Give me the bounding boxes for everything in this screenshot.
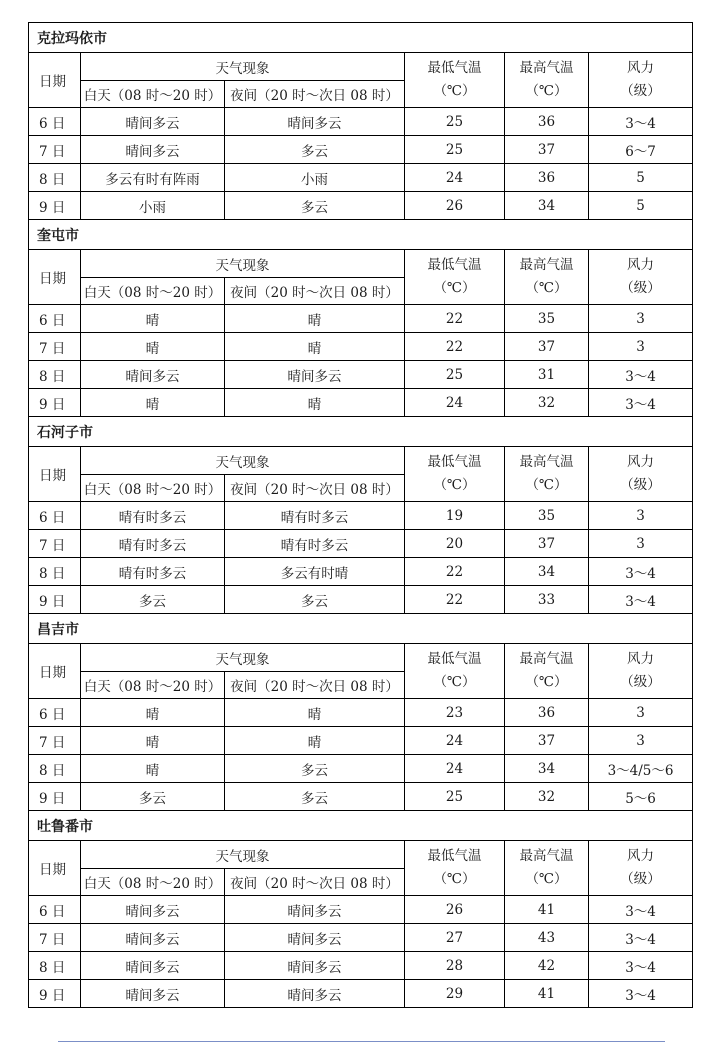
date-cell: 6 日	[29, 699, 81, 727]
min-temp-header-unit: （℃）	[433, 280, 476, 296]
day-weather-cell: 晴有时多云	[81, 530, 225, 558]
date-header: 日期	[29, 447, 81, 502]
date-cell: 6 日	[29, 502, 81, 530]
night-weather-cell: 晴间多云	[225, 896, 405, 924]
day-weather-cell: 晴间多云	[81, 108, 225, 136]
weather-header: 天气现象	[81, 250, 405, 278]
wind-header	[589, 644, 693, 699]
night-header: 夜间（20 时～次日 08 时）	[225, 869, 405, 896]
wind-cell: 3～4	[589, 108, 693, 136]
max-temp-header-unit: （℃）	[525, 674, 568, 690]
min-temp-cell: 23	[405, 699, 505, 727]
min-temp-cell: 25	[405, 361, 505, 389]
day-weather-cell: 晴间多云	[81, 361, 225, 389]
day-weather-cell: 晴有时多云	[81, 558, 225, 586]
date-cell: 7 日	[29, 136, 81, 164]
day-weather-cell: 晴	[81, 755, 225, 783]
wind-cell: 3	[589, 530, 693, 558]
wind-cell: 3～4	[589, 980, 693, 1008]
city-header-row	[29, 220, 693, 250]
wind-header-label: 风力	[627, 848, 655, 864]
city-name: 昌吉市	[29, 614, 693, 644]
min-temp-header-label: 最低气温	[427, 60, 482, 76]
forecast-row	[29, 108, 693, 136]
min-temp-header-label: 最低气温	[427, 257, 482, 273]
wind-header-unit: （级）	[620, 477, 661, 493]
max-temp-cell: 37	[505, 530, 589, 558]
max-temp-cell: 32	[505, 783, 589, 811]
min-temp-cell: 22	[405, 305, 505, 333]
wind-cell: 3	[589, 502, 693, 530]
wind-header-unit: （级）	[620, 871, 661, 887]
forecast-row	[29, 361, 693, 389]
day-weather-cell: 晴间多云	[81, 952, 225, 980]
night-weather-cell: 多云	[225, 755, 405, 783]
date-header: 日期	[29, 841, 81, 896]
day-weather-cell: 晴	[81, 333, 225, 361]
min-temp-cell: 29	[405, 980, 505, 1008]
night-weather-cell: 晴	[225, 389, 405, 417]
date-cell: 7 日	[29, 333, 81, 361]
min-temp-cell: 27	[405, 924, 505, 952]
day-weather-cell: 晴	[81, 699, 225, 727]
wind-header	[589, 250, 693, 305]
date-cell: 7 日	[29, 530, 81, 558]
date-cell: 8 日	[29, 164, 81, 192]
forecast-row	[29, 192, 693, 220]
night-weather-cell: 晴	[225, 333, 405, 361]
day-header: 白天（08 时～20 时）	[81, 475, 225, 502]
min-temp-header-unit: （℃）	[433, 83, 476, 99]
wind-cell: 3	[589, 305, 693, 333]
day-header: 白天（08 时～20 时）	[81, 672, 225, 699]
max-temp-header	[505, 644, 589, 699]
night-weather-cell: 晴有时多云	[225, 530, 405, 558]
max-temp-cell: 41	[505, 896, 589, 924]
max-temp-header-unit: （℃）	[525, 83, 568, 99]
max-temp-cell: 41	[505, 980, 589, 1008]
max-temp-cell: 42	[505, 952, 589, 980]
weather-header: 天气现象	[81, 447, 405, 475]
min-temp-header-unit: （℃）	[433, 477, 476, 493]
max-temp-cell: 36	[505, 108, 589, 136]
wind-cell: 3～4/5～6	[589, 755, 693, 783]
max-temp-header-unit: （℃）	[525, 871, 568, 887]
night-weather-cell: 多云	[225, 586, 405, 614]
max-temp-cell: 32	[505, 389, 589, 417]
night-weather-cell: 晴	[225, 305, 405, 333]
max-temp-cell: 36	[505, 699, 589, 727]
wind-header-unit: （级）	[620, 674, 661, 690]
column-header-row	[29, 250, 693, 278]
night-weather-cell: 晴	[225, 699, 405, 727]
max-temp-cell: 36	[505, 164, 589, 192]
city-name: 石河子市	[29, 417, 693, 447]
date-cell: 8 日	[29, 952, 81, 980]
max-temp-cell: 37	[505, 333, 589, 361]
min-temp-header	[405, 250, 505, 305]
date-cell: 6 日	[29, 108, 81, 136]
min-temp-cell: 19	[405, 502, 505, 530]
min-temp-header	[405, 841, 505, 896]
forecast-row	[29, 699, 693, 727]
column-header-row	[29, 644, 693, 672]
min-temp-cell: 22	[405, 333, 505, 361]
night-weather-cell: 晴间多云	[225, 361, 405, 389]
day-weather-cell: 多云	[81, 783, 225, 811]
max-temp-header	[505, 447, 589, 502]
day-weather-cell: 多云	[81, 586, 225, 614]
max-temp-header-label: 最高气温	[519, 651, 574, 667]
city-name: 吐鲁番市	[29, 811, 693, 841]
night-weather-cell: 晴间多云	[225, 108, 405, 136]
wind-cell: 3～4	[589, 952, 693, 980]
date-cell: 9 日	[29, 586, 81, 614]
forecast-row	[29, 333, 693, 361]
forecast-row	[29, 980, 693, 1008]
wind-header	[589, 53, 693, 108]
night-header: 夜间（20 时～次日 08 时）	[225, 475, 405, 502]
column-header-row	[29, 447, 693, 475]
weather-header: 天气现象	[81, 644, 405, 672]
wind-cell: 3～4	[589, 896, 693, 924]
weather-header: 天气现象	[81, 841, 405, 869]
min-temp-header	[405, 53, 505, 108]
min-temp-cell: 24	[405, 727, 505, 755]
date-cell: 8 日	[29, 558, 81, 586]
max-temp-header-label: 最高气温	[519, 848, 574, 864]
min-temp-cell: 22	[405, 558, 505, 586]
night-weather-cell: 晴有时多云	[225, 502, 405, 530]
date-cell: 6 日	[29, 305, 81, 333]
wind-cell: 3～4	[589, 389, 693, 417]
min-temp-cell: 20	[405, 530, 505, 558]
max-temp-header	[505, 841, 589, 896]
night-header: 夜间（20 时～次日 08 时）	[225, 278, 405, 305]
day-weather-cell: 晴间多云	[81, 980, 225, 1008]
date-cell: 8 日	[29, 361, 81, 389]
wind-header-label: 风力	[627, 60, 655, 76]
date-cell: 9 日	[29, 980, 81, 1008]
forecast-row	[29, 586, 693, 614]
date-cell: 9 日	[29, 783, 81, 811]
day-weather-cell: 晴间多云	[81, 896, 225, 924]
wind-cell: 5	[589, 192, 693, 220]
min-temp-cell: 26	[405, 896, 505, 924]
forecast-row	[29, 924, 693, 952]
wind-cell: 5	[589, 164, 693, 192]
city-header-row	[29, 811, 693, 841]
forecast-document	[28, 22, 692, 1008]
max-temp-cell: 34	[505, 192, 589, 220]
column-header-row	[29, 53, 693, 81]
wind-header-label: 风力	[627, 257, 655, 273]
wind-header-label: 风力	[627, 651, 655, 667]
wind-cell: 3～4	[589, 558, 693, 586]
max-temp-cell: 37	[505, 136, 589, 164]
wind-cell: 6～7	[589, 136, 693, 164]
max-temp-header-unit: （℃）	[525, 280, 568, 296]
wind-cell: 3～4	[589, 924, 693, 952]
day-weather-cell: 晴	[81, 305, 225, 333]
day-weather-cell: 晴有时多云	[81, 502, 225, 530]
max-temp-header	[505, 250, 589, 305]
min-temp-cell: 24	[405, 389, 505, 417]
date-cell: 9 日	[29, 192, 81, 220]
wind-header	[589, 447, 693, 502]
night-weather-cell: 多云	[225, 192, 405, 220]
forecast-row	[29, 896, 693, 924]
wind-cell: 3～4	[589, 361, 693, 389]
max-temp-cell: 34	[505, 558, 589, 586]
wind-cell: 3	[589, 699, 693, 727]
forecast-row	[29, 389, 693, 417]
wind-cell: 3	[589, 727, 693, 755]
forecast-row	[29, 502, 693, 530]
night-weather-cell: 小雨	[225, 164, 405, 192]
day-weather-cell: 晴	[81, 727, 225, 755]
max-temp-header-label: 最高气温	[519, 60, 574, 76]
min-temp-cell: 22	[405, 586, 505, 614]
wind-cell: 3～4	[589, 586, 693, 614]
max-temp-cell: 34	[505, 755, 589, 783]
min-temp-header	[405, 644, 505, 699]
night-weather-cell: 晴间多云	[225, 980, 405, 1008]
date-cell: 7 日	[29, 924, 81, 952]
wind-cell: 3	[589, 333, 693, 361]
night-header: 夜间（20 时～次日 08 时）	[225, 672, 405, 699]
min-temp-cell: 25	[405, 783, 505, 811]
date-cell: 9 日	[29, 389, 81, 417]
night-weather-cell: 多云	[225, 136, 405, 164]
night-header: 夜间（20 时～次日 08 时）	[225, 81, 405, 108]
max-temp-header-label: 最高气温	[519, 454, 574, 470]
footer-rule	[58, 1041, 665, 1042]
day-weather-cell: 晴间多云	[81, 136, 225, 164]
min-temp-header-label: 最低气温	[427, 651, 482, 667]
max-temp-cell: 37	[505, 727, 589, 755]
forecast-row	[29, 530, 693, 558]
forecast-row	[29, 727, 693, 755]
min-temp-header-unit: （℃）	[433, 674, 476, 690]
city-header-row	[29, 23, 693, 53]
day-header: 白天（08 时～20 时）	[81, 278, 225, 305]
min-temp-header-label: 最低气温	[427, 454, 482, 470]
city-header-row	[29, 614, 693, 644]
min-temp-cell: 24	[405, 164, 505, 192]
forecast-row	[29, 558, 693, 586]
max-temp-header-label: 最高气温	[519, 257, 574, 273]
wind-cell: 5～6	[589, 783, 693, 811]
forecast-row	[29, 164, 693, 192]
min-temp-header-label: 最低气温	[427, 848, 482, 864]
night-weather-cell: 晴间多云	[225, 924, 405, 952]
day-weather-cell: 晴间多云	[81, 924, 225, 952]
wind-header	[589, 841, 693, 896]
date-header: 日期	[29, 644, 81, 699]
city-name: 克拉玛依市	[29, 23, 693, 53]
day-weather-cell: 小雨	[81, 192, 225, 220]
wind-header-label: 风力	[627, 454, 655, 470]
min-temp-cell: 25	[405, 136, 505, 164]
night-weather-cell: 多云	[225, 783, 405, 811]
night-weather-cell: 晴	[225, 727, 405, 755]
max-temp-cell: 35	[505, 502, 589, 530]
city-name: 奎屯市	[29, 220, 693, 250]
day-weather-cell: 多云有时有阵雨	[81, 164, 225, 192]
max-temp-cell: 35	[505, 305, 589, 333]
day-header: 白天（08 时～20 时）	[81, 869, 225, 896]
date-header: 日期	[29, 250, 81, 305]
min-temp-cell: 26	[405, 192, 505, 220]
forecast-row	[29, 305, 693, 333]
wind-header-unit: （级）	[620, 83, 661, 99]
max-temp-header-unit: （℃）	[525, 477, 568, 493]
forecast-row	[29, 783, 693, 811]
column-header-row	[29, 841, 693, 869]
date-header: 日期	[29, 53, 81, 108]
max-temp-cell: 31	[505, 361, 589, 389]
night-weather-cell: 晴间多云	[225, 952, 405, 980]
forecast-table	[28, 22, 693, 1008]
min-temp-header	[405, 447, 505, 502]
max-temp-cell: 43	[505, 924, 589, 952]
min-temp-header-unit: （℃）	[433, 871, 476, 887]
min-temp-cell: 25	[405, 108, 505, 136]
day-weather-cell: 晴	[81, 389, 225, 417]
forecast-row	[29, 755, 693, 783]
night-weather-cell: 多云有时晴	[225, 558, 405, 586]
wind-header-unit: （级）	[620, 280, 661, 296]
weather-header: 天气现象	[81, 53, 405, 81]
max-temp-cell: 33	[505, 586, 589, 614]
date-cell: 8 日	[29, 755, 81, 783]
day-header: 白天（08 时～20 时）	[81, 81, 225, 108]
forecast-row	[29, 952, 693, 980]
date-cell: 7 日	[29, 727, 81, 755]
min-temp-cell: 24	[405, 755, 505, 783]
min-temp-cell: 28	[405, 952, 505, 980]
forecast-row	[29, 136, 693, 164]
max-temp-header	[505, 53, 589, 108]
city-header-row	[29, 417, 693, 447]
date-cell: 6 日	[29, 896, 81, 924]
